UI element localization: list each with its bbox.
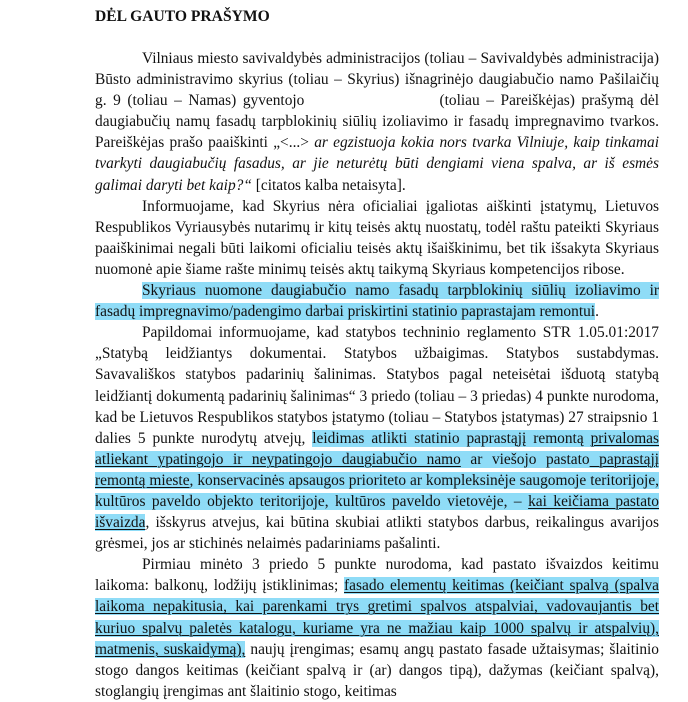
highlighted-underlined-text: paprastąjį remontą mieste <box>95 450 659 489</box>
highlighted-underlined-text: privalomas atliekant ypatingojo ir neypatingojo daugiabučio namo <box>95 429 659 468</box>
paragraph-disclaimer: Informuojame, kad Skyrius nėra oficialiai įgaliotas aiškinti įstatymų, Lietuvos Respublikos Vyriausybės nutarimų ir kitų teisės aktų nuostatų, todėl raštu pateikti Skyriaus paaiškinimai negali būti laikomi oficialiu teisės aktų išaiškinimu, bet tik išsakyta Skyriaus nuomonė apie šiame rašte minimų teisės aktų taikymą Skyriaus kompetencijos ribose. <box>95 197 659 278</box>
paragraph-text: (toliau – Pareiškėjas) prašymą dėl daugiabučių namų fasadų tarpblokinių siūlių izoliavimo ir fasadų impregnavimo tvarkos. Pareiškėjas prašo paaiškinti „<...> <box>95 92 659 152</box>
highlighted-text: , konservacinės apsaugos prioriteto ar kompleksinėje saugomoje teritorijoje, kultūros paveldo objekto teritorijoje, kultūros paveldo vietovėje, – <box>95 471 660 510</box>
paragraph-text: . <box>595 303 599 321</box>
paragraph-appearance-change <box>95 554 659 702</box>
highlighted-underlined-text: kai keičiama pastato išvaizda <box>95 492 659 532</box>
highlighted-text: ar viešojo pastato <box>460 450 590 468</box>
paragraph-text: Papildomai informuojame, kad statybos techninio reglamento STR 1.05.01:2017 „Statybą leidžiantys dokumentai. Statybos užbaigimas. Statybos sustabdymas. Savavališkos statybos padarinių šalinimas. Statybos pagal neteisėtai išduotą statybą leidžiantį dokumentą padarinių šalinimas“ 3 priedo (toliau – 3 priedas) 4 punkte nurodoma, kad be Lietuvos Respublikos statybos įstatymo (toliau – Statybos įstatymas) 27 straipsnio 1 dalies 5 punkte nurodytų atvejų, <box>95 324 659 447</box>
highlighted-opinion: Skyriaus nuomone daugiabučio namo fasadų tarpblokinių siūlių izoliavimo ir fasadų impregnavimo/padengimo darbai priskirtini statinio paprastajam remontui <box>95 282 659 321</box>
document-title: DĖL GAUTO PRAŠYMO <box>95 8 270 25</box>
document-page <box>95 6 659 702</box>
quoted-request: ar egzistuoja kokia nors tvarka Vilniuje, kaip tinkamai tvarkyti daugiabučių fasadus, ar jie neturėtų būti dengiami viena spalva, ar iš esmės galimai daryti bet kaip?“ <box>95 134 659 194</box>
paragraph-opinion <box>95 280 659 322</box>
highlighted-underlined-text: fasado elementų keitimas (keičiant spalvą (spalva laikoma nepakitusia, kai parenkami trys gretimi spalvos atspalviai, vadovaujantis bet kuriuo spalvų paletės katalogu, kuriame yra ne mažiau kaip 1000 spalvų ir atspalvių), matmenis, suskaidymą), <box>95 577 659 658</box>
paragraph-text: [citatos kalba netaisyta]. <box>251 176 406 194</box>
paragraph-regulation <box>95 322 659 554</box>
highlighted-text: leidimas atlikti statinio paprastąjį remontą <box>312 429 591 447</box>
paragraph-text: Pirmiau minėto 3 priedo 5 punkte nurodoma, kad pastato išvaizdos keitimu laikoma: balkonų, lodžijų įstiklinimas; <box>95 556 659 595</box>
paragraph-request-summary <box>95 48 659 196</box>
paragraph-text: , išskyrus atvejus, kai būtina skubiai atlikti statybos darbus, reikalingus avarijos grėsmei, jos ar stichinės nelaimės padariniams pašalinti. <box>95 514 659 553</box>
paragraph-text: naujų įrengimas; esamų angų pastato fasade užtaisymas; šlaitinio stogo dangos keitimas (keičiant spalvą ir (ar) dangos tipą), dažymas (keičiant spalvą), stoglangių įrengimas ant šlaitinio stogo, keitimas <box>95 640 660 700</box>
paragraph-text: Vilniaus miesto savivaldybės administracijos (toliau – Savivaldybės administracija) Būsto administravimo skyrius (toliau – Skyrius) išnagrinėjo daugiabučio namo Pašilaičių g. 9 (toliau – Namas) gyventojo <box>95 50 659 110</box>
